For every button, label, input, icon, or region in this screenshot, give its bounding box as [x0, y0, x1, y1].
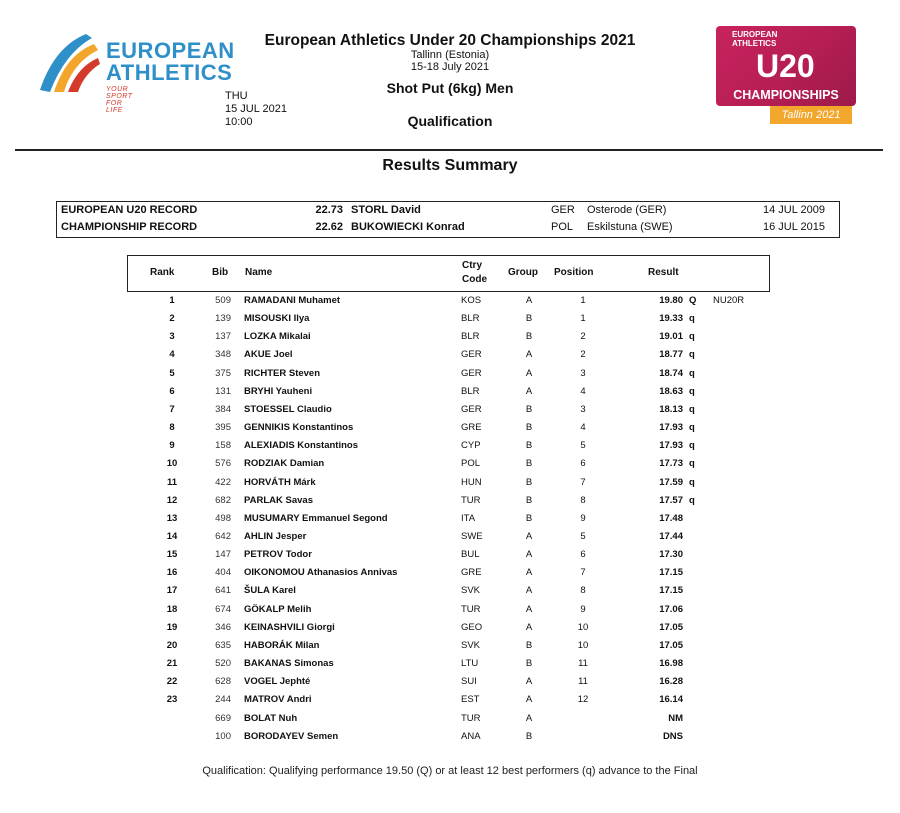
venue: Tallinn (Estonia): [410, 49, 490, 61]
rank: 12: [166, 494, 178, 506]
record-holder: BUKOWIECKI Konrad: [351, 221, 465, 233]
rank: 11: [166, 476, 178, 488]
athlete-name: OIKONOMOU Athanasios Annivas: [244, 567, 398, 579]
group: A: [525, 712, 533, 724]
result: 16.98: [659, 658, 683, 669]
table-row: [127, 328, 827, 346]
table-row: [127, 564, 827, 582]
badge-org-line2: ATHLETICS: [732, 39, 777, 48]
position: 7: [580, 567, 586, 579]
org-name-line1: EUROPEAN: [106, 38, 235, 63]
athlete-name: PARLAK Savas: [244, 494, 313, 506]
badge-u20: U20: [756, 48, 815, 84]
rank: 17: [166, 585, 178, 597]
bib: 100: [215, 730, 231, 742]
rank: 3: [169, 331, 175, 343]
table-row: [127, 383, 827, 401]
result: 19.01: [659, 331, 683, 343]
country-code: HUN: [461, 476, 482, 488]
col-bib: Bib: [212, 267, 229, 278]
bib: 674: [215, 603, 231, 615]
rank: 10: [166, 458, 178, 470]
group: B: [525, 313, 533, 325]
rank: 16: [166, 567, 178, 579]
country-code: KOS: [461, 295, 482, 306]
position: 4: [580, 422, 586, 433]
bib: 422: [215, 476, 231, 488]
group: A: [525, 676, 533, 688]
header-divider: [15, 149, 883, 151]
group: A: [525, 295, 533, 306]
bib: 131: [215, 385, 231, 397]
qualifier: Q: [689, 295, 697, 306]
athlete-name: RODZIAK Damian: [244, 458, 325, 470]
country-code: EST: [461, 694, 480, 706]
bib: 498: [215, 512, 231, 524]
result: 19.33: [659, 313, 683, 325]
position: 10: [577, 621, 589, 633]
group: B: [525, 458, 533, 470]
qualifier: q: [689, 349, 695, 361]
record-country: GER: [551, 204, 575, 216]
result: 17.48: [659, 512, 683, 524]
result: DNS: [662, 730, 683, 742]
country-code: SUI: [461, 676, 477, 688]
event-name: Shot Put (6kg) Men: [386, 80, 514, 96]
result: 19.80: [659, 295, 683, 306]
position: 11: [578, 658, 588, 669]
results-table-header: [127, 255, 770, 292]
table-row: [127, 437, 827, 455]
table-row: [127, 310, 827, 328]
bib: 348: [215, 349, 231, 361]
result: 18.74: [659, 367, 683, 379]
record-row: [57, 219, 839, 236]
col-result: Result: [648, 267, 679, 278]
record-date: 14 JUL 2009: [763, 204, 825, 216]
country-code: SWE: [461, 531, 483, 542]
group: B: [525, 476, 533, 488]
championship-dates: 15-18 July 2021: [410, 61, 490, 73]
country-code: GRE: [461, 567, 482, 579]
country-code: LTU: [461, 658, 479, 669]
record-holder: STORL David: [351, 204, 421, 216]
qualifier: q: [689, 494, 695, 506]
bib: 641: [215, 585, 231, 597]
result: NM: [668, 712, 683, 724]
group: A: [525, 603, 533, 615]
table-row: [127, 582, 827, 600]
bib: 635: [215, 639, 231, 651]
table-row: [127, 401, 827, 419]
table-row: [127, 710, 827, 728]
rank: 15: [166, 549, 178, 561]
position: 7: [580, 476, 586, 488]
country-code: GRE: [461, 422, 482, 433]
country-code: GER: [461, 349, 482, 361]
rank: 2: [169, 313, 175, 325]
country-code: ITA: [461, 512, 476, 524]
bib: 395: [215, 422, 231, 433]
group: B: [525, 730, 533, 742]
bib: 642: [215, 531, 231, 542]
group: B: [525, 331, 533, 343]
result: 17.93: [659, 422, 683, 433]
table-row: [127, 365, 827, 383]
position: 2: [580, 349, 586, 361]
position: 6: [580, 458, 586, 470]
country-code: BLR: [461, 385, 480, 397]
country-code: POL: [461, 458, 481, 470]
country-code: TUR: [461, 494, 481, 506]
country-code: SVK: [461, 585, 481, 597]
athlete-name: KEINASHVILI Giorgi: [244, 621, 335, 633]
qualifier: q: [689, 422, 695, 433]
group: B: [525, 512, 533, 524]
result: 16.28: [659, 676, 683, 688]
athlete-name: ALEXIADIS Konstantinos: [244, 440, 359, 452]
position: 3: [580, 403, 586, 415]
bib: 520: [215, 658, 231, 669]
rank: 5: [169, 367, 175, 379]
bib: 682: [215, 494, 231, 506]
record-country: POL: [551, 221, 574, 233]
bib: 628: [215, 676, 231, 688]
position: 12: [577, 694, 589, 706]
athlete-name: RICHTER Steven: [244, 367, 321, 379]
group: A: [525, 549, 533, 561]
result: 17.44: [659, 531, 683, 542]
bib: 509: [215, 295, 231, 306]
session-date: 15 JUL 2021: [225, 103, 287, 115]
group: B: [525, 639, 533, 651]
position: 1: [580, 295, 586, 306]
records-box: [56, 201, 840, 238]
table-row: [127, 728, 827, 746]
athlete-name: GÖKALP Melih: [244, 603, 312, 615]
position: 5: [580, 531, 586, 542]
position: 9: [580, 512, 586, 524]
athlete-name: BOLAT Nuh: [244, 712, 298, 724]
bib: 244: [215, 694, 231, 706]
result: 17.59: [659, 476, 683, 488]
group: B: [525, 494, 533, 506]
result: 17.15: [659, 585, 683, 597]
country-code: GEO: [461, 621, 483, 633]
table-row: [127, 691, 827, 709]
qualifier: q: [689, 367, 695, 379]
position: 11: [578, 676, 588, 688]
table-row: [127, 419, 827, 437]
country-code: CYP: [461, 440, 481, 452]
qualifier: q: [689, 313, 695, 325]
rank: 18: [166, 603, 178, 615]
athlete-name: GENNIKIS Konstantinos: [244, 422, 354, 433]
event-phase: Qualification: [407, 113, 493, 129]
bib: 375: [215, 367, 231, 379]
result: 17.73: [659, 458, 683, 470]
athlete-name: MUSUMARY Emmanuel Segond: [244, 512, 388, 524]
badge-city: Tallinn 2021: [770, 106, 852, 124]
col-position: Position: [554, 267, 594, 278]
position: 9: [580, 603, 586, 615]
country-code: TUR: [461, 712, 481, 724]
session-time: 10:00: [225, 116, 253, 128]
result: 17.57: [659, 494, 683, 506]
session-datetime: [225, 90, 287, 129]
championship-title: European Athletics Under 20 Championships 2021: [264, 32, 636, 49]
table-row: [127, 601, 827, 619]
result: 17.06: [659, 603, 683, 615]
position: 10: [577, 639, 589, 651]
country-code: BUL: [461, 549, 480, 561]
table-row: [127, 528, 827, 546]
result: 16.14: [659, 694, 683, 706]
col-ctry: Ctry: [462, 260, 483, 271]
rank: 21: [166, 658, 178, 669]
group: A: [525, 621, 533, 633]
col-code: Code: [462, 274, 487, 285]
country-code: GER: [461, 403, 482, 415]
table-row: [127, 474, 827, 492]
athlete-name: BAKANAS Simonas: [244, 658, 334, 669]
athlete-name: AKUE Joel: [244, 349, 293, 361]
bib: 139: [215, 313, 231, 325]
country-code: ANA: [461, 730, 481, 742]
result: 17.05: [659, 639, 683, 651]
rank: 1: [169, 295, 175, 306]
position: 5: [580, 440, 586, 452]
qualifier: q: [689, 385, 695, 397]
athlete-name: MATROV Andri: [244, 694, 312, 706]
badge-championships: CHAMPIONSHIPS: [733, 88, 839, 102]
athlete-name: BORODAYEV Semen: [244, 730, 339, 742]
group: A: [525, 367, 533, 379]
rank: 8: [169, 422, 175, 433]
qualifier: q: [689, 331, 695, 343]
athlete-name: STOESSEL Claudio: [244, 403, 332, 415]
qualifier: q: [689, 440, 695, 452]
rank: 23: [166, 694, 178, 706]
col-name: Name: [245, 267, 273, 278]
result: 17.30: [659, 549, 683, 561]
org-name-line2: ATHLETICS: [106, 60, 233, 85]
result: 17.05: [659, 621, 683, 633]
results-summary-title: Results Summary: [382, 157, 518, 174]
country-code: GER: [461, 367, 482, 379]
rank: 4: [169, 349, 175, 361]
table-row: [127, 455, 827, 473]
group: B: [525, 403, 533, 415]
position: 3: [580, 367, 586, 379]
table-row: [127, 346, 827, 364]
table-row: [127, 546, 827, 564]
table-row: [127, 510, 827, 528]
group: A: [525, 694, 533, 706]
table-row: [127, 492, 827, 510]
position: 8: [580, 494, 586, 506]
badge-org: [732, 30, 777, 48]
country-code: TUR: [461, 603, 481, 615]
group: A: [525, 531, 533, 542]
rank: 19: [166, 621, 178, 633]
rank: 13: [166, 512, 178, 524]
table-row: [127, 637, 827, 655]
bib: 669: [215, 712, 231, 724]
org-tagline: YOUR SPORT FOR LIFE: [106, 86, 133, 114]
result: 18.63: [659, 385, 683, 397]
group: A: [525, 385, 533, 397]
athlete-name: RAMADANI Muhamet: [244, 295, 341, 306]
athlete-name: AHLIN Jesper: [244, 531, 307, 542]
record-date: 16 JUL 2015: [763, 221, 825, 233]
group: B: [525, 440, 533, 452]
bib: 158: [215, 440, 231, 452]
rank: 6: [169, 385, 175, 397]
group: A: [525, 567, 533, 579]
athlete-name: HORVÁTH Márk: [244, 476, 316, 488]
rank: 20: [166, 639, 178, 651]
group: B: [525, 658, 533, 669]
country-code: BLR: [461, 331, 480, 343]
bib: 147: [215, 549, 231, 561]
record-row: [57, 202, 839, 219]
session-day: THU: [225, 90, 248, 102]
bib: 137: [215, 331, 231, 343]
qualification-note: Qualification: Qualifying performance 19.50 (Q) or at least 12 best performers (q) advance to the Final: [202, 765, 698, 777]
country-code: SVK: [461, 639, 481, 651]
badge-org-line1: EUROPEAN: [732, 30, 778, 39]
note: NU20R: [713, 295, 745, 306]
bib: 346: [215, 621, 231, 633]
position: 2: [580, 331, 586, 343]
table-row: [127, 673, 827, 691]
col-group: Group: [508, 267, 538, 278]
rank: 7: [169, 403, 175, 415]
athlete-name: VOGEL Jephté: [244, 676, 311, 688]
position: 8: [580, 585, 586, 597]
col-rank: Rank: [150, 267, 175, 278]
athlete-name: HABORÁK Milan: [244, 639, 320, 651]
table-row: [127, 292, 827, 310]
group: A: [525, 585, 533, 597]
result: 17.93: [659, 440, 683, 452]
athlete-name: LOZKA Mikalai: [244, 331, 311, 343]
qualifier: q: [689, 476, 695, 488]
group: A: [525, 349, 533, 361]
record-mark: 22.73: [315, 204, 343, 216]
bib: 404: [215, 567, 231, 579]
qualifier: q: [689, 458, 695, 470]
result: 18.77: [659, 349, 683, 361]
position: 6: [580, 549, 586, 561]
table-row: [127, 655, 827, 673]
athlete-name: BRYHI Yauheni: [244, 385, 313, 397]
athlete-name: ŠULA Karel: [244, 585, 296, 597]
record-venue: Osterode (GER): [587, 204, 667, 216]
position: 4: [580, 385, 586, 397]
bib: 576: [215, 458, 231, 470]
position: 1: [580, 313, 586, 325]
bib: 384: [215, 403, 231, 415]
record-venue: Eskilstuna (SWE): [587, 221, 673, 233]
rank: 9: [169, 440, 175, 452]
athlete-name: PETROV Todor: [244, 549, 312, 561]
record-label: CHAMPIONSHIP RECORD: [61, 221, 198, 233]
group: B: [525, 422, 533, 433]
qualifier: q: [689, 403, 695, 415]
country-code: BLR: [461, 313, 480, 325]
result: 17.15: [659, 567, 683, 579]
result: 18.13: [659, 403, 683, 415]
record-label: EUROPEAN U20 RECORD: [61, 204, 198, 216]
table-row: [127, 619, 827, 637]
rank: 14: [166, 531, 178, 542]
athlete-name: MISOUSKI Ilya: [244, 313, 310, 325]
rank: 22: [166, 676, 178, 688]
record-mark: 22.62: [315, 221, 343, 233]
